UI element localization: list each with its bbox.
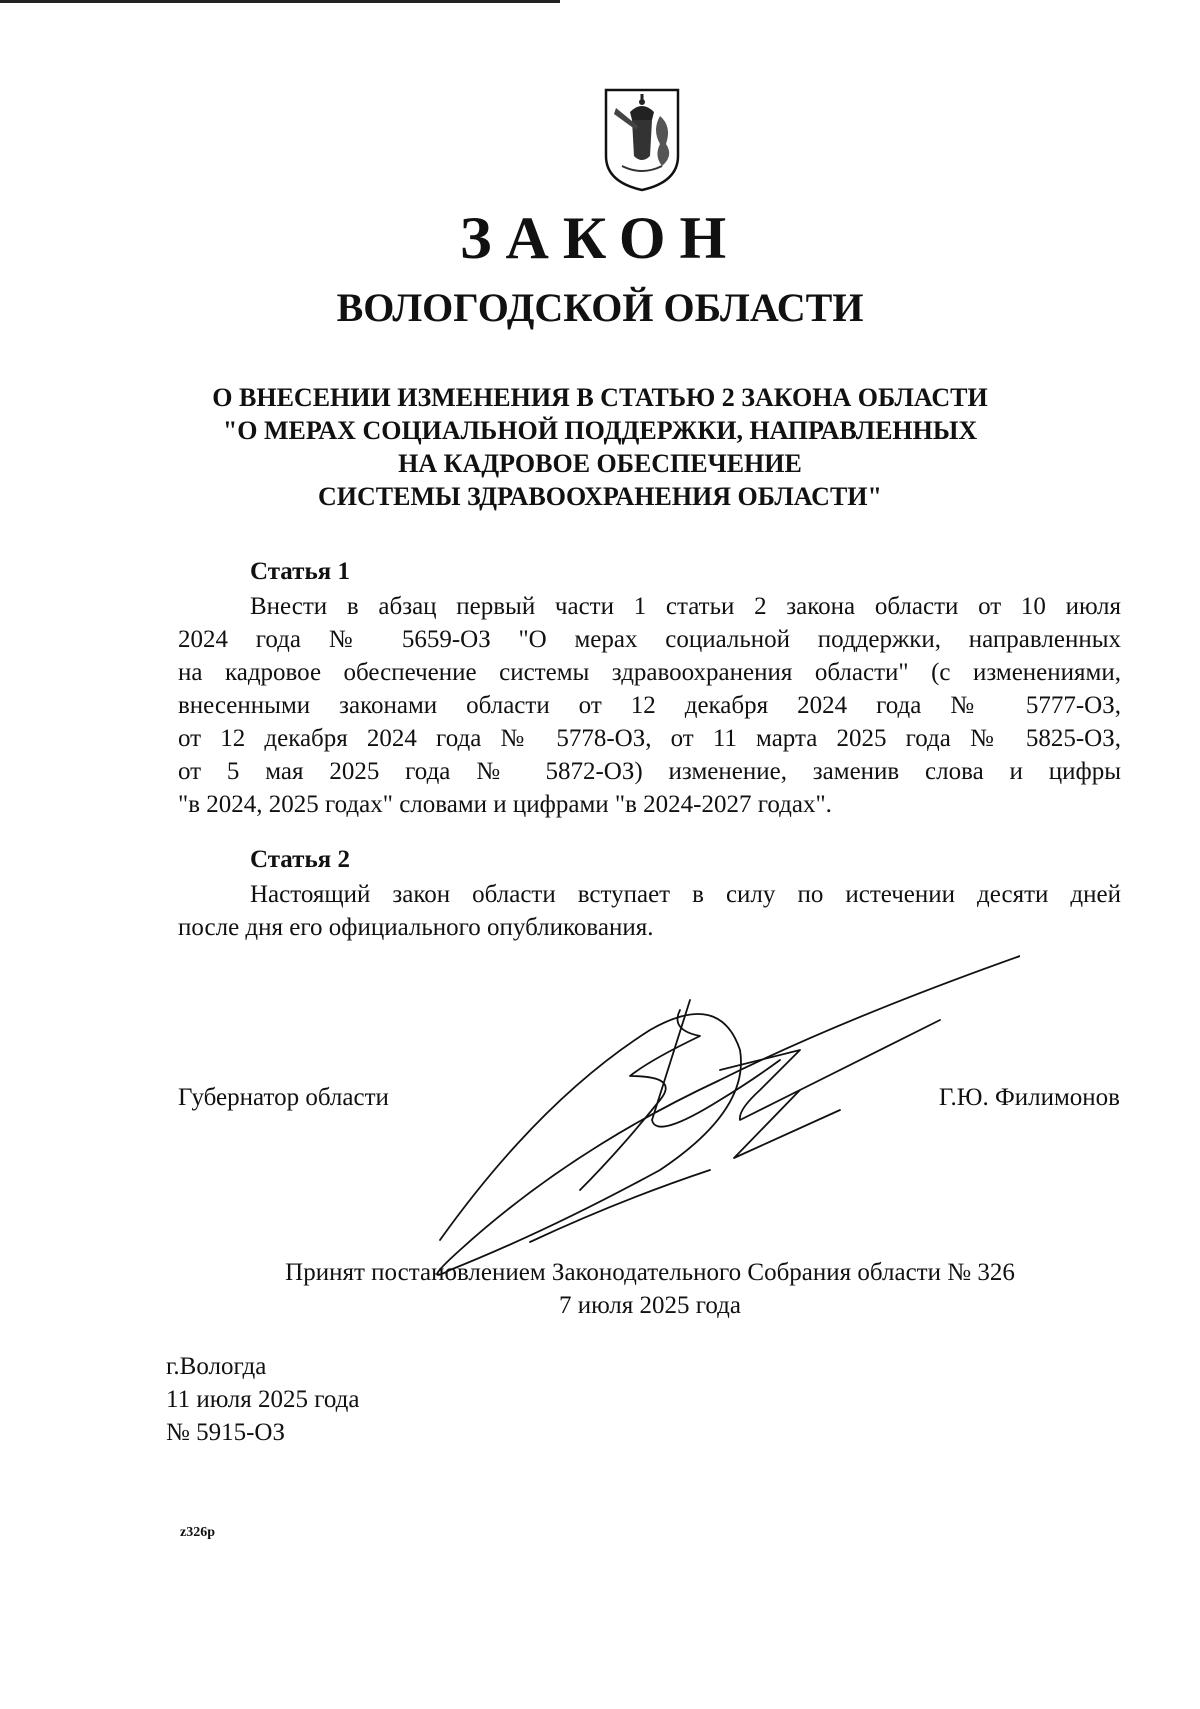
article-1-heading: Статья 1: [250, 558, 350, 585]
subject-line: О ВНЕСЕНИИ ИЗМЕНЕНИЯ В СТАТЬЮ 2 ЗАКОНА ОБЛАСТИ: [212, 383, 988, 412]
text-line: от 5 мая 2025 года № 5872-ОЗ) изменение, заменив слова и цифры: [178, 758, 1121, 785]
subject-line: НА КАДРОВОЕ ОБЕСПЕЧЕНИЕ: [398, 449, 802, 478]
adoption-date: 7 июля 2025 года: [559, 1292, 741, 1319]
text-line: от 12 декабря 2024 года № 5778-ОЗ, от 11 марта 2025 года № 5825-ОЗ,: [178, 725, 1121, 752]
signatory-name: Г.Ю. Филимонов: [938, 1084, 1120, 1111]
text-line: 2024 года № 5659-ОЗ "О мерах социальной поддержки, направленных: [178, 626, 1121, 653]
city: г.Вологда: [166, 1353, 267, 1380]
article-2-heading: Статья 2: [250, 846, 350, 873]
document-region: ВОЛОГОДСКОЙ ОБЛАСТИ: [336, 285, 864, 330]
law-number: № 5915-ОЗ: [166, 1419, 286, 1446]
text-line: после дня его официального опубликования.: [178, 914, 654, 941]
article-1-text: [178, 590, 1121, 821]
text-line: "в 2024, 2025 годах" словами и цифрами "в 2024-2027 годах".: [178, 791, 832, 818]
text-line: Настоящий закон области вступает в силу по истечении десяти дней: [250, 881, 1121, 908]
scan-edge-line: [0, 0, 560, 3]
subject-line: "О МЕРАХ СОЦИАЛЬНОЙ ПОДДЕРЖКИ, НАПРАВЛЕННЫХ: [222, 416, 978, 445]
document-code: z326p: [180, 1525, 215, 1540]
signing-date: 11 июля 2025 года: [166, 1386, 360, 1413]
document-title: ЗАКОН: [459, 205, 741, 271]
adoption-line: Принят постановлением Законодательного Собрания области № 326: [285, 1259, 1015, 1286]
adoption-note: [0, 1256, 1200, 1322]
text-line: Внести в абзац первый части 1 статьи 2 закона области от 10 июля: [250, 593, 1121, 620]
place-and-number: [166, 1350, 359, 1449]
coat-of-arms-emblem: [602, 86, 682, 194]
subject-line: СИСТЕМЫ ЗДРАВООХРАНЕНИЯ ОБЛАСТИ": [318, 482, 882, 511]
text-line: на кадровое обеспечение системы здравоохранения области" (с изменениями,: [178, 659, 1121, 686]
handwritten-signature: [420, 950, 1020, 1290]
law-subject: [0, 381, 1200, 513]
signatory-position: Губернатор области: [178, 1084, 389, 1111]
article-2-text: [178, 878, 1121, 944]
text-line: внесенными законами области от 12 декабря 2024 года № 5777-ОЗ,: [178, 692, 1121, 719]
